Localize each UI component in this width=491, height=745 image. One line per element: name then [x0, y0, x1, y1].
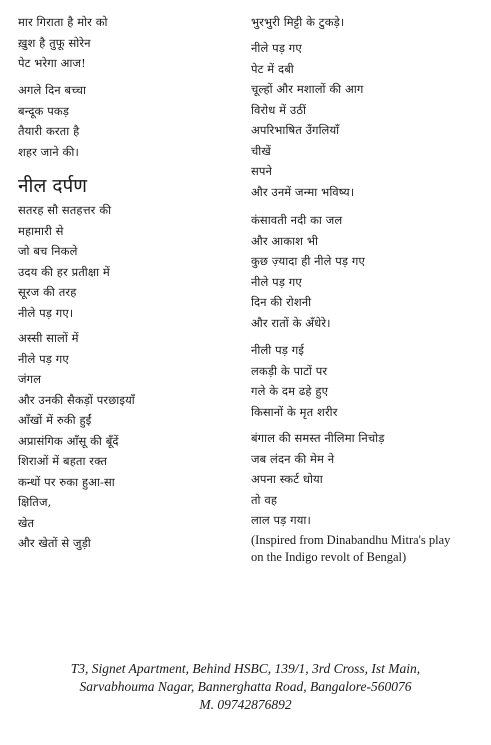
poem-line: बंगाल की समस्त नीलिमा निचोड़	[251, 431, 385, 445]
left-stanza-4	[18, 328, 135, 554]
poem-line: अप्रासंगिक आँसू की बूँदें	[18, 433, 119, 448]
poem-line: पेट भरेगा आज!	[18, 56, 86, 70]
poem-line: अपरिभाषित उँगलियाँ	[251, 123, 340, 137]
phone-line: M. 09742876892	[199, 697, 292, 712]
poem-line: भुरभुरी मिट्टी के टुकड़े।	[251, 15, 345, 29]
poem-line: नीले पड़ गए	[251, 41, 302, 55]
poem-line: नीले पड़ गए	[18, 351, 69, 366]
poem-line: क्षितिज,	[18, 495, 52, 509]
poem-line: और उनमें जन्मा भविष्य।	[251, 184, 355, 199]
poem-line: उदय की हर प्रतीक्षा में	[18, 264, 110, 279]
right-stanza-3	[251, 210, 365, 333]
poem-line: तो वह	[251, 492, 278, 507]
poem-line: जो बच निकले	[18, 244, 78, 258]
poem-line: सतरह सौ सतहत्तर की	[18, 203, 112, 217]
poem-line: ख़ुश है तुफू सोरेन	[18, 35, 91, 50]
poem-line: अगले दिन बच्चा	[18, 83, 87, 97]
right-stanza-2	[251, 38, 363, 202]
poem-line: और आकाश भी	[251, 233, 319, 248]
poem-line: जब लंदन की मेम ने	[251, 451, 335, 466]
poem-line: चूल्हों और मशालों की आग	[251, 82, 364, 96]
poem-line: पेट में दबी	[251, 61, 294, 76]
poem-line: किसानों के मृत शरीर	[251, 404, 338, 419]
poem-line: और खेतों से जुड़ी	[18, 536, 91, 550]
address-line-2: Sarvabhouma Nagar, Bannerghatta Road, Bangalore-560076	[79, 679, 412, 694]
poem-line: लाल पड़ गया।	[251, 513, 311, 527]
inspiration-note	[251, 532, 481, 566]
poem-line: तैयारी करता है	[18, 124, 80, 138]
poem-line: कुछ ज़्यादा ही नीले पड़ गए	[251, 254, 365, 268]
poem-line: नीले पड़ गए।	[18, 305, 74, 320]
poem-line: नीले पड़ गए	[251, 274, 302, 289]
poem-line: शिराओं में बहता रक्त	[18, 454, 108, 468]
poem-line: आँखों में रुकी हुईं	[18, 413, 92, 427]
poem-line: नीली पड़ गई	[251, 343, 305, 357]
poem-line: खेत	[18, 515, 35, 530]
poem-line: गले के दम ढहे हुए	[251, 384, 329, 398]
left-stanza-3	[18, 200, 111, 323]
address-footer	[0, 660, 491, 714]
left-stanza-2	[18, 80, 86, 162]
address-line-1: T3, Signet Apartment, Behind HSBC, 139/1, 3rd Cross, Ist Main,	[70, 661, 421, 676]
poem-line: कन्धों पर रुका हुआ-सा	[18, 474, 115, 489]
poem-line: शहर जाने की।	[18, 144, 79, 159]
poem-line: महामारी से	[18, 223, 64, 238]
right-stanza-1	[251, 12, 344, 33]
left-stanza-1	[18, 12, 108, 74]
poem-line: दिन की रोशनी	[251, 295, 312, 309]
right-stanza-4	[251, 340, 338, 422]
note-line-2: on the Indigo revolt of Bengal)	[251, 550, 407, 564]
poem-line: और उनकी सैकड़ों परछाइयाँ	[18, 392, 135, 407]
poem-line: कंसावती नदी का जल	[251, 213, 343, 227]
poem-line: चीखें	[251, 143, 271, 158]
right-stanza-5	[251, 428, 385, 531]
poem-line: विरोध में उठीं	[251, 102, 307, 117]
poem-line: मार गिराता है मोर को	[18, 15, 108, 29]
poem-title: नील दर्पण	[18, 175, 88, 197]
poem-line: लकड़ी के पाटों पर	[251, 363, 328, 378]
poem-line: अपना स्कर्ट धोया	[251, 472, 323, 486]
poem-line: जंगल	[18, 372, 42, 386]
poem-line: और रातों के अँधेरे।	[251, 315, 331, 330]
poem-line: अस्सी सालों में	[18, 331, 79, 345]
note-line-1: (Inspired from Dinabandhu Mitra's play	[251, 533, 451, 547]
poem-line: सपने	[251, 164, 272, 178]
poem-line: बन्दूक पकड़	[18, 103, 70, 118]
poem-line: सूरज की तरह	[18, 285, 77, 299]
